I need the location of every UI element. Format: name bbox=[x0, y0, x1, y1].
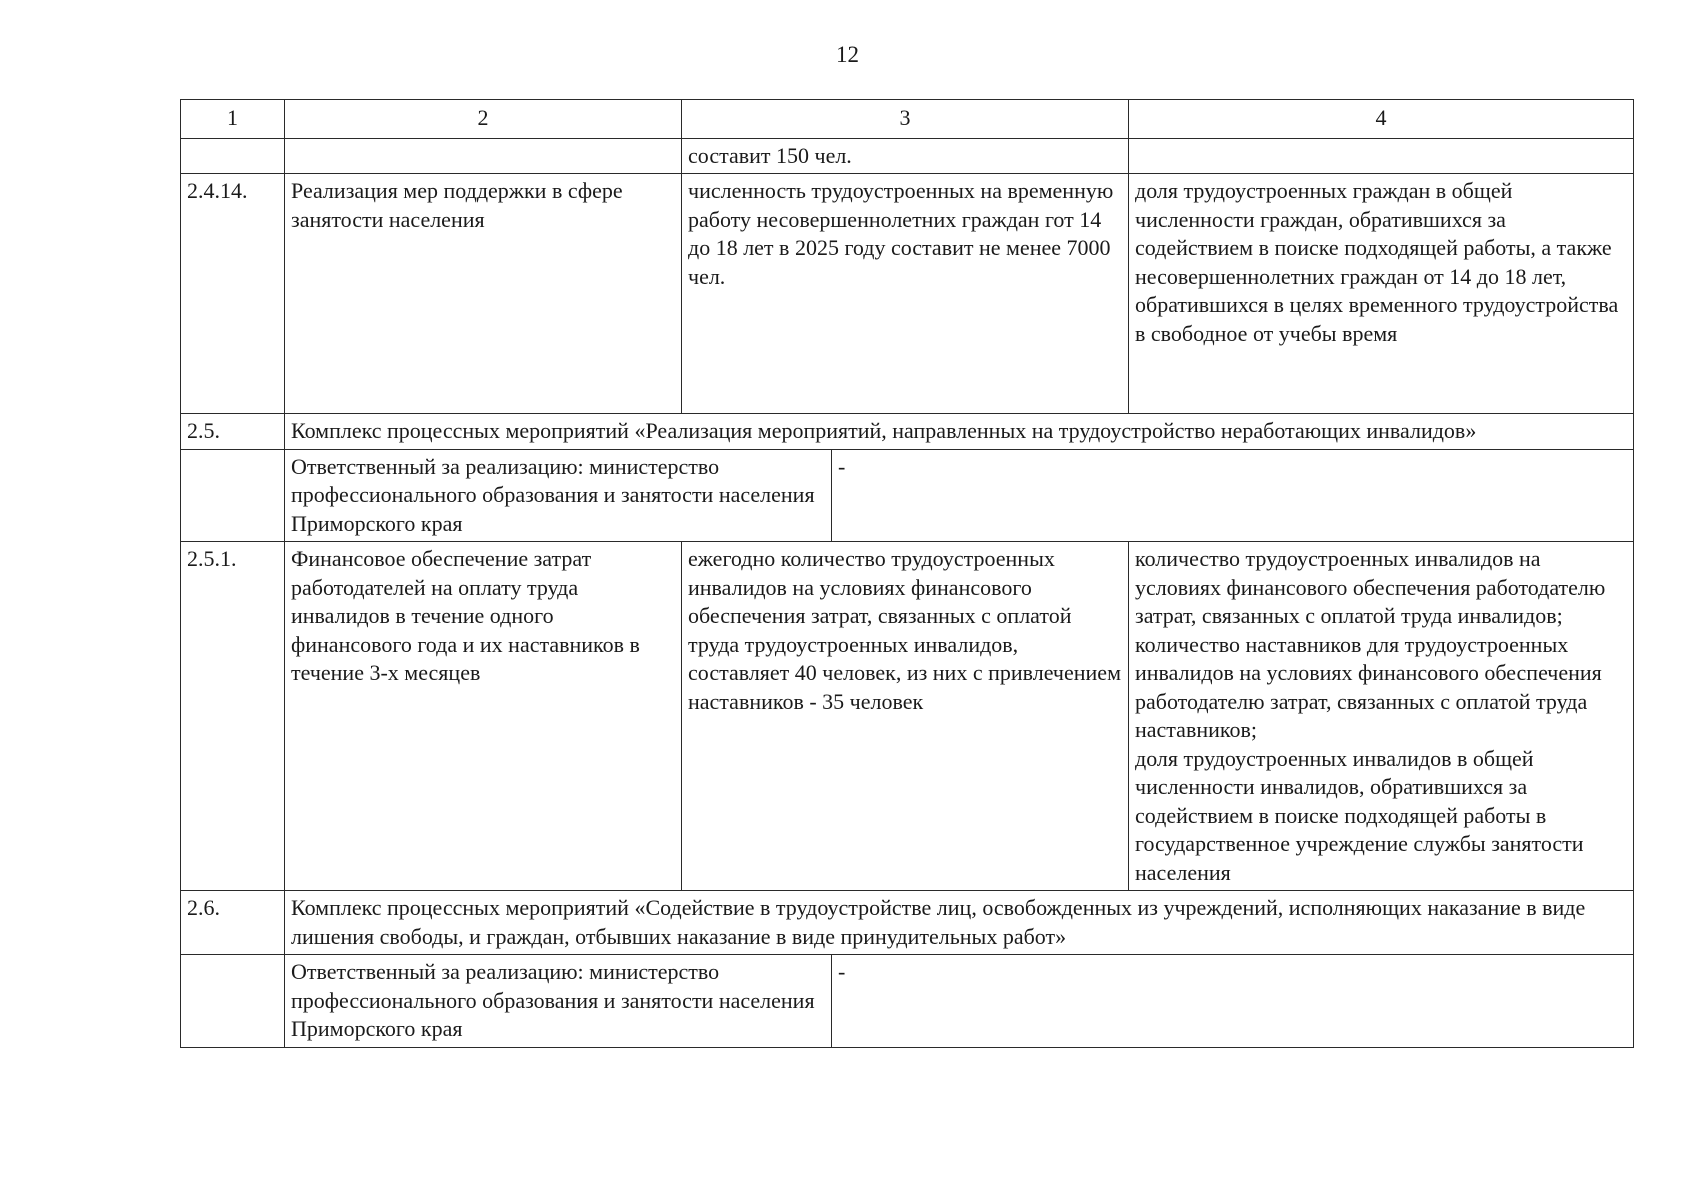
cell-measure: Финансовое обеспечение затрат работодателей на оплату труда инвалидов в течение одного финансового года и их наставников в течение 3-х месяцев bbox=[285, 542, 682, 891]
cell-num: 2.4.14. bbox=[181, 174, 285, 414]
table-row-continuation bbox=[181, 138, 1634, 174]
header-col-4: 4 bbox=[1129, 100, 1634, 139]
header-col-1: 1 bbox=[181, 100, 285, 139]
cell-measure: Реализация мер поддержки в сфере занятости населения bbox=[285, 174, 682, 414]
cell-indicator bbox=[1129, 542, 1634, 891]
cell-num: 2.5.1. bbox=[181, 542, 285, 891]
table-row-2-5-1 bbox=[181, 542, 1634, 891]
page-number: 12 bbox=[836, 42, 859, 67]
cell-num bbox=[181, 449, 285, 542]
responsible-value: - bbox=[832, 449, 1634, 542]
indicator-line: доля трудоустроенных инвалидов в общей численности инвалидов, обратившихся за содействием в поиске подходящей работы в государственное учреждение службы занятости населения bbox=[1135, 745, 1584, 885]
section-title: Комплекс процессных мероприятий «Реализация мероприятий, направленных на трудоустройство неработающих инвалидов» bbox=[285, 414, 1634, 450]
cell-num bbox=[181, 138, 285, 174]
table-row-2-5 bbox=[181, 414, 1634, 450]
table-row-2-6-responsible bbox=[181, 955, 1634, 1048]
section-title: Комплекс процессных мероприятий «Содействие в трудоустройстве лиц, освобожденных из учреждений, исполняющих наказание в виде лишения свободы, и граждан, отбывших наказание в виде принудительных работ» bbox=[285, 891, 1634, 955]
cell-num: 2.6. bbox=[181, 891, 285, 955]
table-row-2-4-14 bbox=[181, 174, 1634, 414]
indicator-line: количество трудоустроенных инвалидов на условиях финансового обеспечения работодателю затрат, связанных с оплатой труда инвалидов; bbox=[1135, 546, 1606, 628]
measures-table bbox=[180, 99, 1634, 1048]
indicator-line: количество наставников для трудоустроенных инвалидов на условиях финансового обеспечения работодателю затрат, связанных с оплатой труда наставников; bbox=[1135, 631, 1602, 742]
table-row-2-5-responsible bbox=[181, 449, 1634, 542]
cell-result: численность трудоустроенных на временную работу несовершеннолетних граждан гот 14 до 18 лет в 2025 году составит не менее 7000 чел. bbox=[682, 174, 1129, 414]
cell-indicator bbox=[1129, 138, 1634, 174]
cell-measure bbox=[285, 138, 682, 174]
responsible-text: Ответственный за реализацию: министерство профессионального образования и занятости населения Приморского края bbox=[285, 955, 832, 1048]
table-header-row bbox=[181, 100, 1634, 139]
responsible-value: - bbox=[832, 955, 1634, 1048]
cell-indicator: доля трудоустроенных граждан в общей численности граждан, обратившихся за содействием в поиске подходящей работы, а также несовершеннолетних граждан от 14 до 18 лет, обратившихся в целях временного трудоустройства в свободное от учебы время bbox=[1129, 174, 1634, 414]
header-col-3: 3 bbox=[682, 100, 1129, 139]
cell-result: составит 150 чел. bbox=[682, 138, 1129, 174]
cell-num bbox=[181, 955, 285, 1048]
cell-result: ежегодно количество трудоустроенных инвалидов на условиях финансового обеспечения затрат, связанных с оплатой труда трудоустроенных инвалидов, составляет 40 человек, из них с привлечением наставников - 35 человек bbox=[682, 542, 1129, 891]
responsible-text: Ответственный за реализацию: министерство профессионального образования и занятости населения Приморского края bbox=[285, 449, 832, 542]
cell-num: 2.5. bbox=[181, 414, 285, 450]
header-col-2: 2 bbox=[285, 100, 682, 139]
table-row-2-6 bbox=[181, 891, 1634, 955]
